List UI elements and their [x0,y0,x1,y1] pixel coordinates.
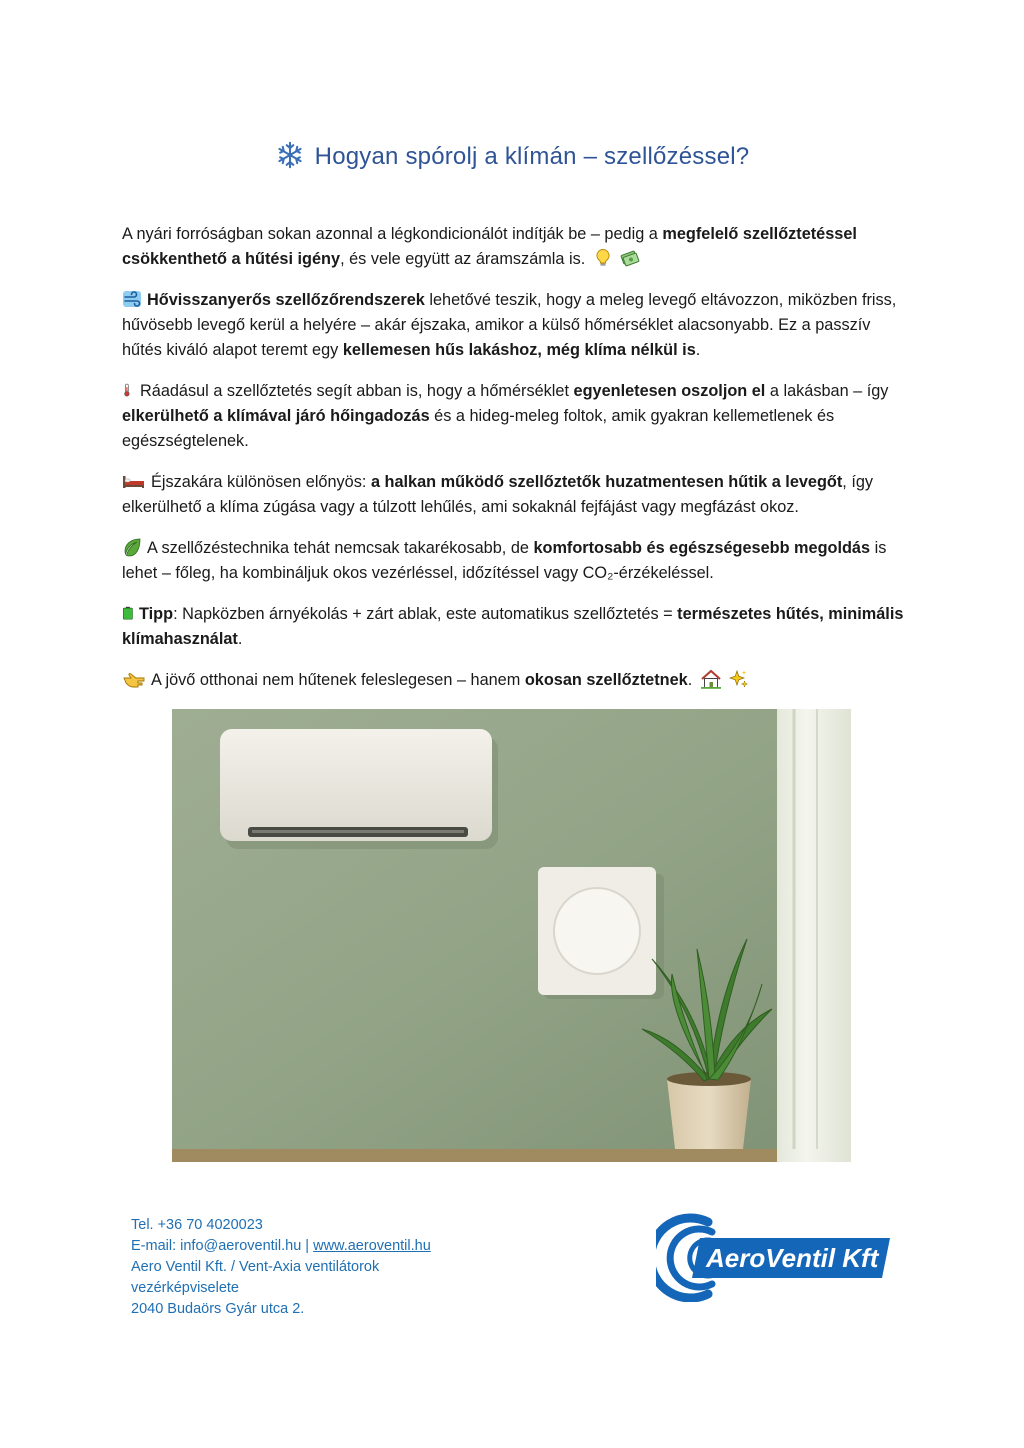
paragraph-tip: Tipp: Napközben árnyékolás + zárt ablak, este automatikus szellőztetés = természetes hűtés, minimális klímahasználat. [122,605,904,648]
paragraph-even-temperature: Ráadásul a szellőztetés segít abban is, hogy a hőmérséklet egyenletesen oszoljon el a lakásban – így elkerülhető a klímával járó hőingadozás és a hideg-meleg foltok, amik gyakran kellemetlenek és egészségtelenek. [122,382,889,450]
sparkles-icon [729,669,749,689]
logo-text: AeroVentil Kft [706,1243,879,1273]
company-line-2: vezérképviselete [131,1280,239,1296]
lightbulb-icon [593,248,613,268]
paragraph-heat-recovery: Hővisszanyerős szellőzőrendszerek lehetővé teszik, hogy a meleg levegő eltávozzon, miközben friss, hűvösebb levegő kerül a helyére – akár éjszaka, amikor a külső hőmérséklet alacsonyabb. Ez a passzív hűtés kiváló alapot teremt egy kellemesen hűs lakáshoz, még klíma nélkül is. [122,291,897,359]
paragraph-night: Éjszakára különösen előnyös: a halkan működő szellőztetők huzatmentesen hűtik a levegőt, így elkerülhető a klíma zúgása vagy a túlzott lehűlés, ami sokaknál fejfájást vagy megfázást okoz. [122,473,874,516]
paragraph-future: A jövő otthonai nem hűtenek feleslegesen – hanem okosan szellőztetnek. [122,668,912,693]
pointing-hand-icon [122,669,146,689]
paragraph-intro: A nyári forróságban sokan azonnal a légkondicionálót indítják be – pedig a megfelelő szellőztetéssel csökkenthető a hűtési igény, és vele együtt az áramszámla is. [122,225,857,268]
thermometer-icon [122,380,136,400]
paragraph-comfort: A szellőzéstechnika tehát nemcsak takarékosabb, de komfortosabb és egészségesebb megoldás is lehet – főleg, ha kombináljuk okos vezérléssel, időzítéssel vagy CO₂-érzékeléssel. [122,539,887,582]
house-icon [700,669,722,689]
article-body [122,222,912,709]
contact-phone: Tel. +36 70 4020023 [131,1217,263,1233]
contact-footer [131,1215,431,1320]
contact-email: E-mail: info@aeroventil.hu | [131,1238,314,1254]
aeroventil-logo [656,1212,894,1302]
leaf-icon [122,537,142,557]
money-icon [620,248,640,268]
contact-address: 2040 Budaörs Gyár utca 2. [131,1301,305,1317]
page-title-text: Hogyan spórolj a klímán – szellőzéssel? [314,143,750,170]
battery-icon [122,603,135,623]
bed-icon [122,471,146,491]
contact-email-line [131,1236,431,1257]
page-title [0,140,1024,171]
wind-icon [122,289,142,309]
air-conditioner-photo [172,709,851,1162]
company-line-1: Aero Ventil Kft. / Vent-Axia ventilátorok [131,1259,380,1275]
snowflake-icon [275,140,305,170]
website-link[interactable]: www.aeroventil.hu [313,1238,431,1254]
